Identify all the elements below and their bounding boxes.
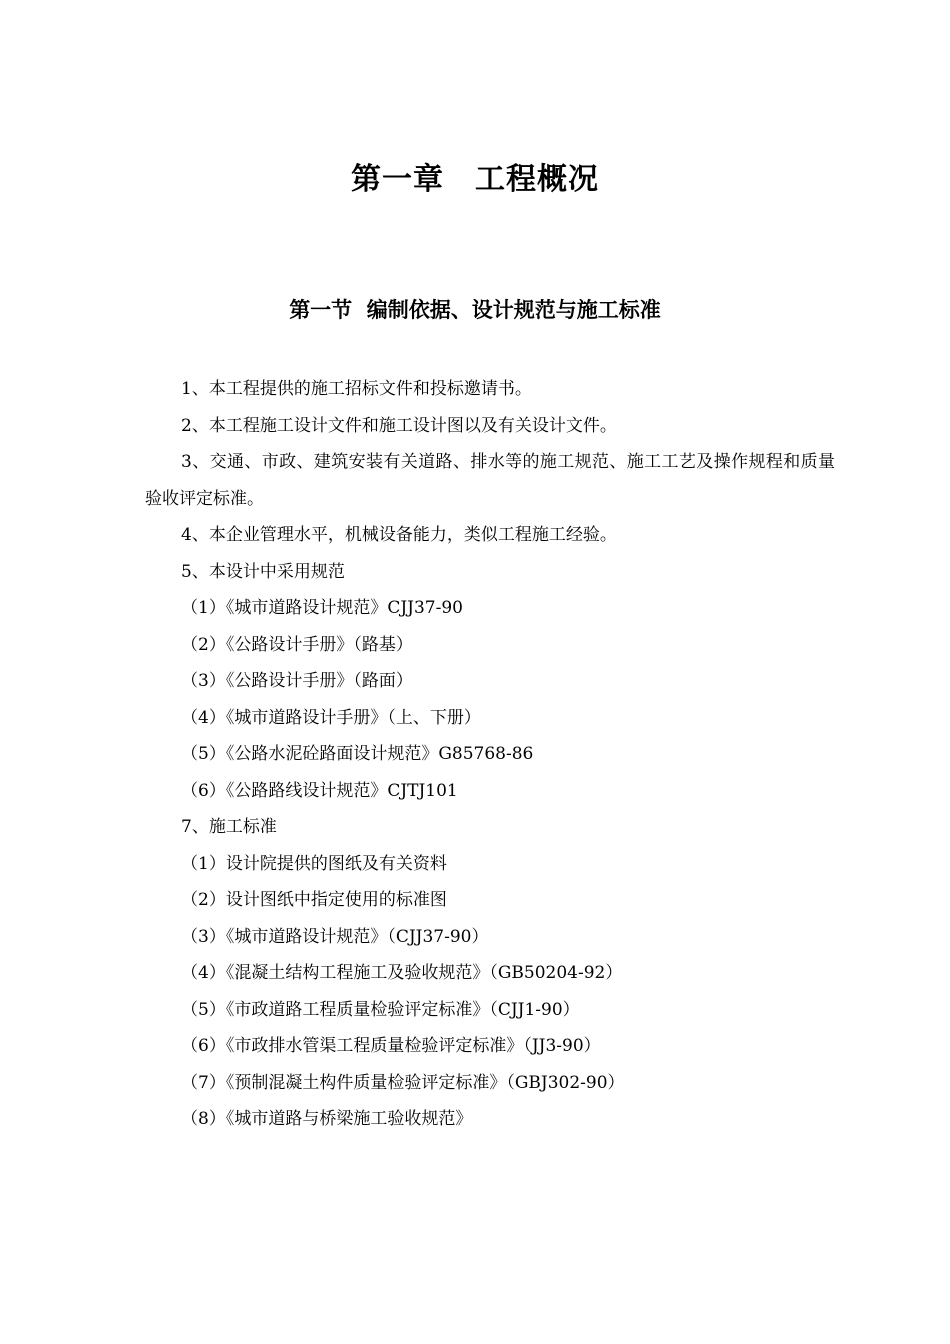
section-title: 第一节 编制依据、设计规范与施工标准 [289, 298, 661, 322]
spec-item: （4）《城市道路设计手册》（上、下册） [181, 707, 481, 728]
paragraph-basis-3: 3、交通、市政、建筑安装有关道路、排水等的施工规范、施工工艺及操作规程和质量验收评定标准。 [145, 452, 835, 509]
paragraph-basis-4: 4、本企业管理水平，机械设备能力，类似工程施工经验。 [181, 525, 617, 545]
paragraph-basis-2: 2、本工程施工设计文件和施工设计图以及有关设计文件。 [181, 415, 617, 436]
spec-item: （5）《公路水泥砼路面设计规范》G85768-86 [181, 744, 534, 764]
paragraph-basis-1: 1、本工程提供的施工招标文件和投标邀请书。 [181, 379, 532, 399]
standard-item: （2）设计图纸中指定使用的标准图 [181, 890, 447, 910]
standards-heading: 7、施工标准 [181, 817, 277, 837]
standard-item: （4）《混凝土结构工程施工及验收规范》（GB50204-92） [181, 963, 623, 983]
spec-item: （2）《公路设计手册》（路基） [181, 634, 413, 655]
standard-item: （7）《预制混凝土构件质量检验评定标准》（GBJ302-90） [181, 1072, 625, 1093]
chapter-title: 第一章 工程概况 [351, 162, 599, 197]
standard-item: （6）《市政排水管渠工程质量检验评定标准》（JJ3-90） [181, 1036, 601, 1056]
spec-item: （6）《公路路线设计规范》CJTJ101 [181, 780, 458, 801]
spec-item: （3）《公路设计手册》（路面） [181, 671, 413, 691]
standard-item: （8）《城市道路与桥梁施工验收规范》 [181, 1109, 473, 1129]
standard-item: （5）《市政道路工程质量检验评定标准》（CJJ1-90） [181, 999, 580, 1020]
paragraph-basis-5: 5、本设计中采用规范 [181, 561, 345, 582]
standard-item: （1）设计院提供的图纸及有关资料 [181, 853, 447, 874]
spec-item: （1）《城市道路设计规范》CJJ37-90 [181, 598, 463, 618]
document-body [145, 371, 835, 1138]
standard-item: （3）《城市道路设计规范》（CJJ37-90） [181, 926, 489, 947]
